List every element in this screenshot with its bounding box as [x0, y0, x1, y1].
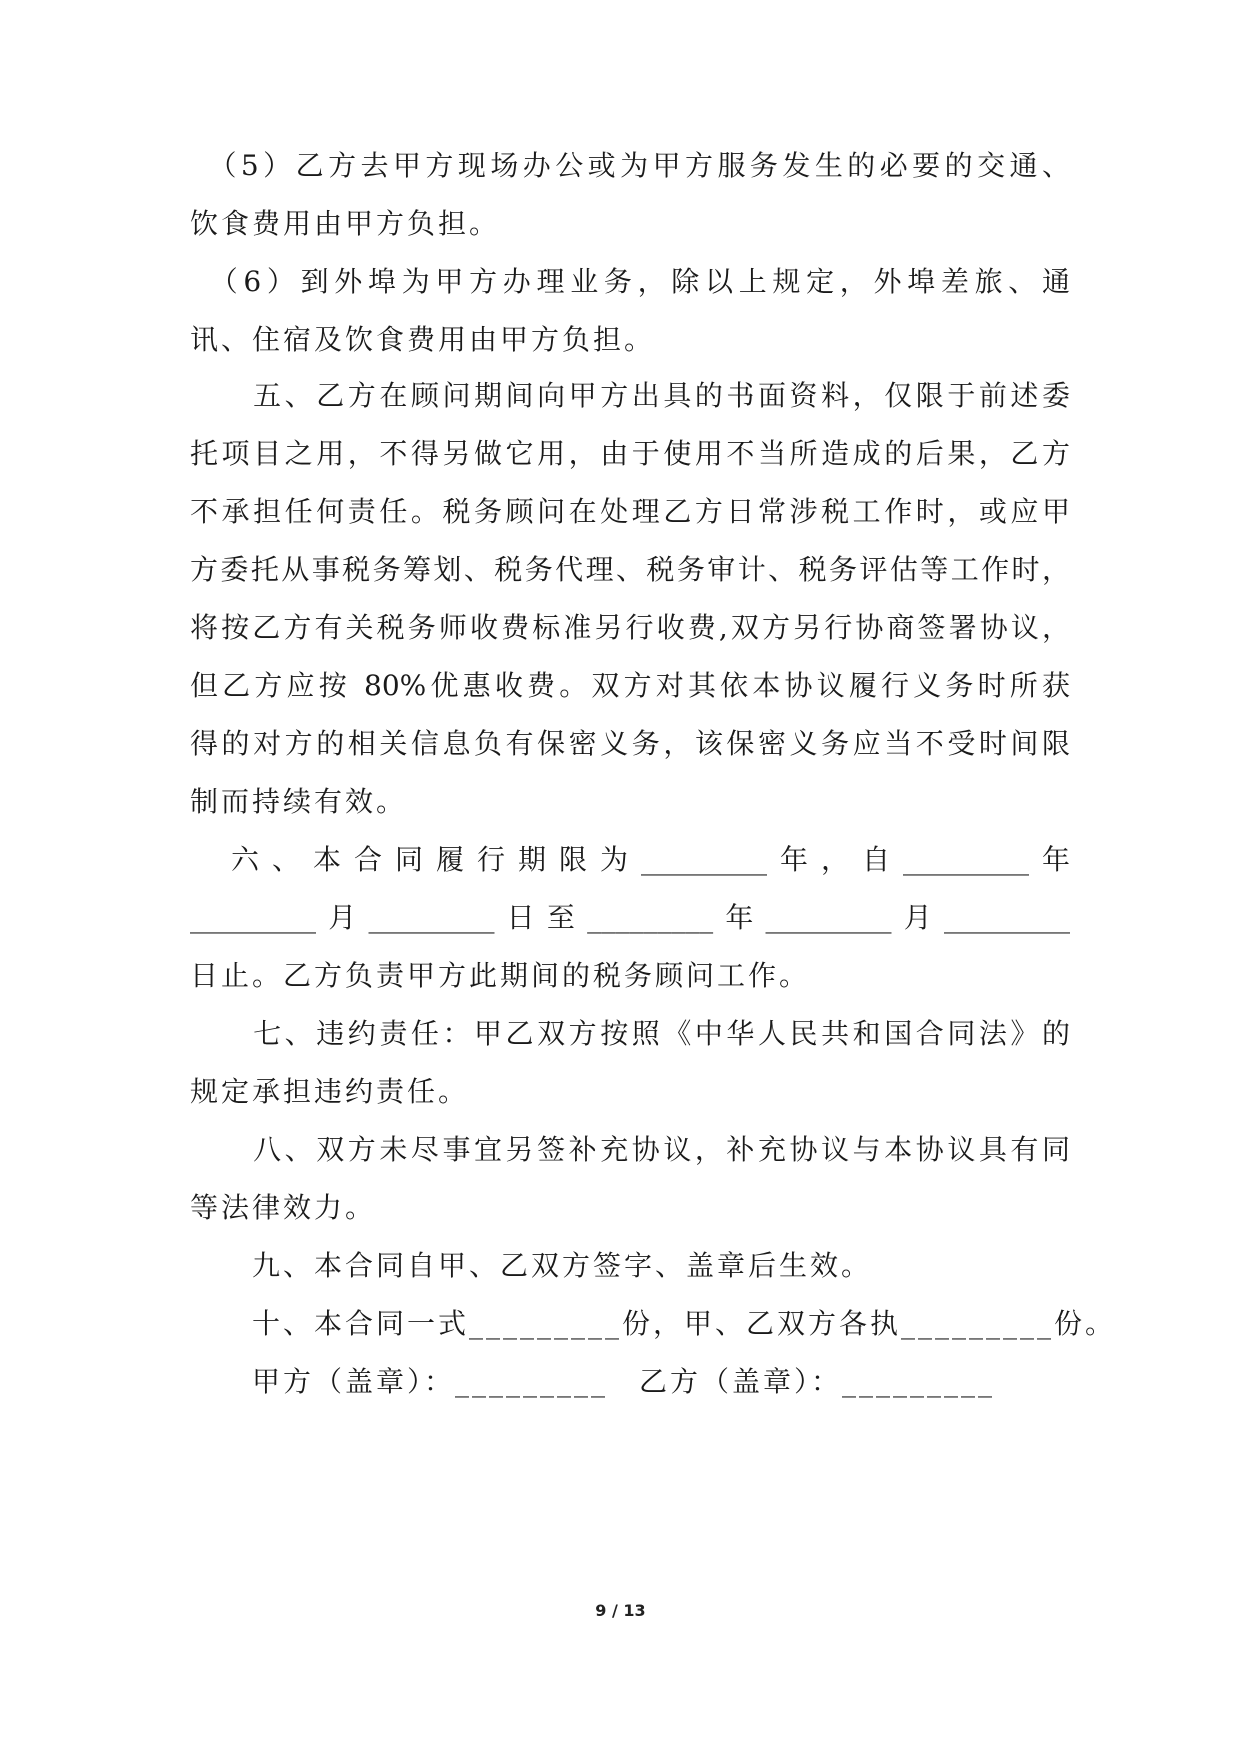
text-line: 日止。乙方负责甲方此期间的税务顾问工作。: [190, 959, 811, 992]
text-line: _________月_________日至_________年_________月_________: [190, 901, 1070, 934]
text-line: 九、本合同自甲、乙双方签字、盖章后生效。: [190, 1249, 873, 1282]
text-line: 七、违约责任：甲乙双方按照《中华人民共和国合同法》的: [190, 1017, 1070, 1050]
text-line: 得的对方的相关信息负有保密义务，该保密义务应当不受时间限: [190, 727, 1070, 760]
text-line: 等法律效力。: [190, 1191, 377, 1224]
text-line: 八、双方未尽事宜另签补充协议，补充协议与本协议具有同: [190, 1133, 1070, 1166]
text-line: 方委托从事税务筹划、税务代理、税务审计、税务评估等工作时，: [190, 553, 1070, 586]
text-line: 托项目之用，不得另做它用，由于使用不当所造成的后果，乙方: [190, 437, 1070, 470]
text-line: 讯、住宿及饮食费用由甲方负担。: [190, 323, 656, 356]
text-line: 六、本合同履行期限为_________年，自_________年: [190, 843, 1070, 876]
signature-line: 甲方（盖章）：_________ 乙方（盖章）：_________: [190, 1365, 996, 1398]
text-line: 制而持续有效。: [190, 785, 408, 818]
page-number: 9 / 13: [595, 1601, 646, 1620]
text-line: 但乙方应按 80%优惠收费。双方对其依本协议履行义务时所获: [190, 669, 1070, 702]
text-line: 规定承担违约责任。: [190, 1075, 470, 1108]
text-line: 不承担任何责任。税务顾问在处理乙方日常涉税工作时，或应甲: [190, 495, 1070, 528]
text-line: 十、本合同一式_________份，甲、乙双方各执_________份。: [190, 1307, 1117, 1340]
text-line: （5）乙方去甲方现场办公或为甲方服务发生的必要的交通、: [190, 149, 1070, 182]
text-line: 五、乙方在顾问期间向甲方出具的书面资料，仅限于前述委: [190, 379, 1070, 412]
text-line: 将按乙方有关税务师收费标准另行收费,双方另行协商签署协议，: [190, 611, 1070, 644]
text-line: （6）到外埠为甲方办理业务，除以上规定，外埠差旅、通: [190, 265, 1070, 298]
text-line: 饮食费用由甲方负担。: [190, 207, 501, 240]
